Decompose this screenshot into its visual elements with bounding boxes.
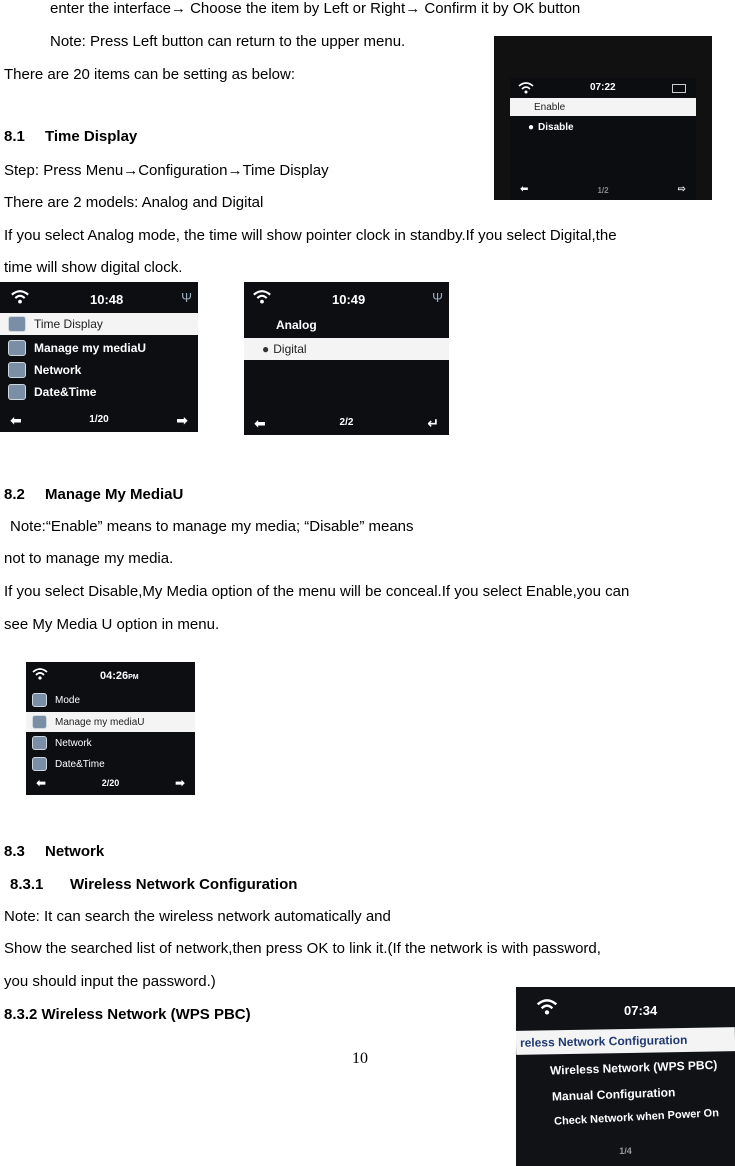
section-8-1-title: Time Display bbox=[45, 128, 138, 145]
footer-bar bbox=[0, 412, 198, 428]
analog-digital-screenshot bbox=[244, 282, 449, 435]
menu-item-label: Time Display bbox=[34, 317, 103, 331]
section-8-1-models: There are 2 models: Analog and Digital bbox=[4, 194, 264, 211]
section-8-3-1-note-3: you should input the password.) bbox=[4, 973, 216, 990]
menu-item-date-time[interactable] bbox=[0, 381, 198, 403]
menu-item-label: Wireless Network (WPS PBC) bbox=[549, 1057, 718, 1078]
menu-item-mode[interactable] bbox=[26, 690, 195, 710]
footer-bar bbox=[26, 776, 195, 792]
menu-item-network[interactable] bbox=[26, 733, 195, 753]
wifi-icon bbox=[10, 290, 30, 304]
item-counter: 2/2 bbox=[339, 417, 354, 428]
section-8-3-1-title: Wireless Network Configuration bbox=[70, 876, 298, 893]
back-arrow-icon[interactable]: ⬅ bbox=[254, 415, 266, 431]
menu-item-label: Manage my mediaU bbox=[55, 716, 145, 728]
time-display-screenshot bbox=[0, 282, 198, 432]
menu-item-manage-mediau[interactable] bbox=[0, 337, 198, 359]
section-8-1-step: Step: Press Menu→Configuration→Time Display bbox=[4, 162, 329, 179]
items-count-line: There are 20 items can be setting as below: bbox=[4, 66, 295, 83]
menu-item-time-display[interactable] bbox=[0, 313, 198, 335]
section-8-2-note: Note:“Enable” means to manage my media; “Disable” means bbox=[10, 518, 414, 535]
section-8-1-number: 8.1 bbox=[4, 128, 25, 145]
menu-item-label: Date&Time bbox=[55, 758, 105, 770]
section-8-2-desc-2: see My Media U option in menu. bbox=[4, 616, 220, 633]
section-8-2-desc-1: If you select Disable,My Media option of the menu will be conceal.If you select Enable,you can bbox=[4, 583, 630, 600]
radio-dot-icon: ● bbox=[262, 342, 270, 356]
item-counter: 1/20 bbox=[89, 414, 109, 425]
radio-dot-icon: ● bbox=[528, 121, 535, 133]
media-icon bbox=[8, 340, 26, 356]
media-icon bbox=[32, 715, 47, 729]
forward-arrow-icon[interactable]: ➡ bbox=[176, 412, 188, 428]
usb-icon: Ψ bbox=[181, 290, 192, 305]
item-counter: 1/2 bbox=[597, 186, 609, 195]
clock: 10:48 bbox=[90, 292, 124, 307]
clock-icon bbox=[8, 316, 26, 332]
forward-arrow-icon[interactable]: ➡ bbox=[174, 776, 185, 790]
section-8-1-desc-1: If you select Analog mode, the time will show pointer clock in standby.If you select Digital,the bbox=[4, 227, 617, 244]
footer-bar bbox=[244, 415, 449, 431]
menu-item-label: Network bbox=[55, 737, 92, 749]
enable-disable-display bbox=[510, 78, 696, 200]
globe-icon bbox=[8, 362, 26, 378]
wifi-icon bbox=[252, 290, 272, 304]
menu-item-label: Date&Time bbox=[34, 385, 97, 399]
battery-icon bbox=[672, 84, 686, 93]
option-digital[interactable] bbox=[244, 338, 449, 360]
menu-item-label: reless Network Configuration bbox=[519, 1032, 688, 1050]
intro-line: enter the interface→ Choose the item by Left or Right→ Confirm it by OK button bbox=[50, 0, 581, 17]
section-8-2-note-2: not to manage my media. bbox=[4, 550, 174, 567]
enter-icon[interactable]: ↵ bbox=[427, 415, 439, 431]
menu-item-label: Mode bbox=[55, 694, 81, 706]
wifi-icon bbox=[536, 999, 558, 1015]
menu-item-wireless-config[interactable] bbox=[516, 1027, 735, 1055]
option-digital-label: Digital bbox=[273, 342, 307, 356]
forward-arrow-icon[interactable]: ⇨ bbox=[677, 184, 686, 195]
option-analog-label: Analog bbox=[276, 318, 317, 332]
menu-item-label: Manage my mediaU bbox=[34, 341, 147, 355]
note-line: Note: Press Left button can return to the upper menu. bbox=[50, 33, 406, 50]
clock-suffix: PM bbox=[128, 674, 139, 681]
clock: 07:22 bbox=[590, 82, 616, 93]
menu-item-label: Manual Configuration bbox=[551, 1085, 676, 1104]
footer-bar bbox=[510, 184, 696, 200]
section-8-3-1-number: 8.3.1 bbox=[10, 876, 44, 893]
back-arrow-icon[interactable]: ⬅ bbox=[10, 412, 22, 428]
option-enable[interactable] bbox=[510, 98, 696, 116]
option-analog[interactable] bbox=[244, 314, 449, 336]
usb-icon: Ψ bbox=[432, 290, 443, 305]
menu-item-label: Check Network when Power On bbox=[553, 1107, 720, 1128]
back-arrow-icon[interactable]: ⬅ bbox=[36, 776, 47, 790]
section-8-3-number: 8.3 bbox=[4, 843, 25, 860]
calendar-icon bbox=[32, 757, 47, 771]
mode-icon bbox=[32, 693, 47, 707]
item-counter: 2/20 bbox=[101, 778, 120, 788]
menu-item-date-time[interactable] bbox=[26, 754, 195, 774]
enable-disable-screenshot bbox=[494, 36, 712, 200]
option-disable-label: Disable bbox=[538, 121, 574, 133]
network-screenshot bbox=[516, 987, 735, 1166]
clock: 04:26PM bbox=[100, 670, 139, 682]
option-enable-label: Enable bbox=[534, 101, 566, 113]
menu-item-label: Network bbox=[34, 363, 82, 377]
option-disable[interactable] bbox=[510, 118, 696, 136]
menu-item-wps-pbc[interactable] bbox=[516, 1053, 735, 1083]
section-8-3-1-note-1: Note: It can search the wireless network automatically and bbox=[4, 908, 391, 925]
section-8-1-desc-2: time will show digital clock. bbox=[4, 259, 183, 276]
section-8-2-title: Manage My MediaU bbox=[45, 486, 184, 503]
clock: 07:34 bbox=[624, 1003, 658, 1018]
menu-item-manage-mediau[interactable] bbox=[26, 712, 195, 732]
page-number: 10 bbox=[352, 1050, 368, 1067]
section-8-3-1-note-2: Show the searched list of network,then press OK to link it.(If the network is with password, bbox=[4, 940, 601, 957]
globe-icon bbox=[32, 736, 47, 750]
menu-item-network[interactable] bbox=[0, 359, 198, 381]
back-arrow-icon[interactable]: ⬅ bbox=[520, 184, 529, 195]
item-counter: 1/4 bbox=[619, 1146, 632, 1156]
calendar-icon bbox=[8, 384, 26, 400]
mediau-screenshot bbox=[26, 662, 195, 795]
section-8-3-2-title: 8.3.2 Wireless Network (WPS PBC) bbox=[4, 1006, 251, 1023]
wifi-icon bbox=[32, 668, 48, 680]
wifi-icon bbox=[518, 82, 534, 94]
section-8-3-title: Network bbox=[45, 843, 105, 860]
footer-bar bbox=[516, 1144, 735, 1160]
clock: 10:49 bbox=[332, 292, 366, 307]
section-8-2-number: 8.2 bbox=[4, 486, 25, 503]
